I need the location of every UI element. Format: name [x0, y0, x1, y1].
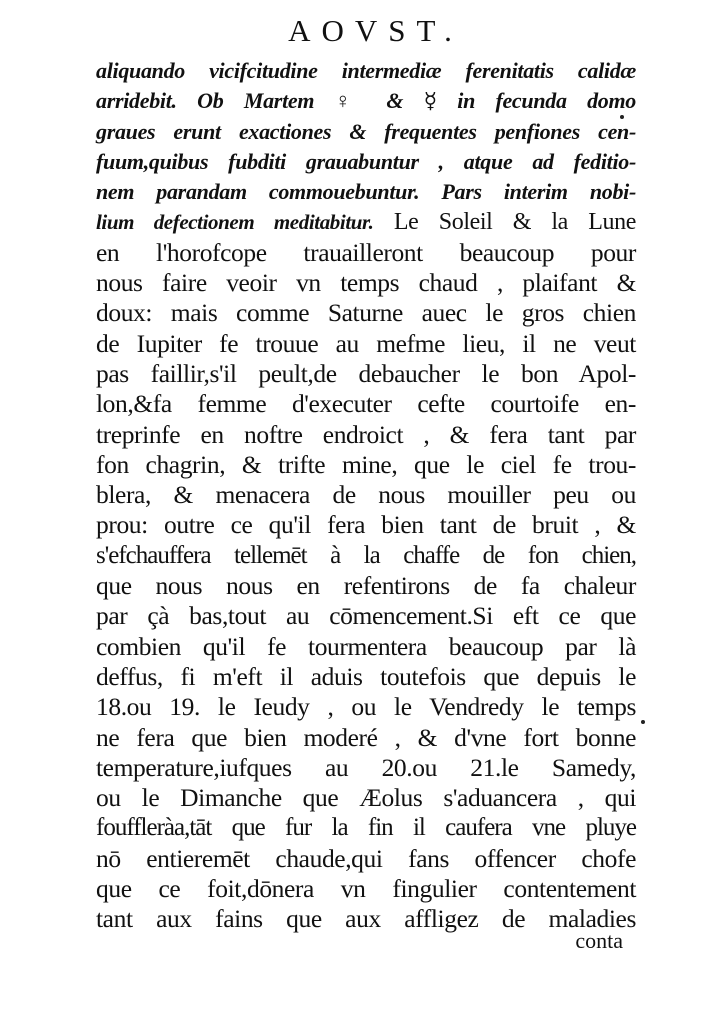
text-line-3: graues erunt exactiones & frequentes penfiones cen-: [96, 118, 636, 144]
text-line-25: ou le Dimanche que Æolus s'aduancera , qui: [96, 783, 636, 813]
text-line-22: 18.ou 19. le Ieudy , ou le Vendredy le temps: [96, 692, 636, 722]
text-line-10: de Iupiter fe trouue au mefme lieu, il ne veut: [96, 328, 636, 358]
text-line-1: aliquando vicifcitudine intermediæ ferenitatis calidæ: [96, 58, 636, 83]
text-line-6-french: Le Soleil & la Lune: [393, 209, 636, 236]
body-text: [96, 56, 636, 935]
text-line-14: fon chagrin, & trifte mine, que le ciel fe trou-: [96, 449, 636, 479]
text-line-8: nous faire veoir vn temps chaud , plaifant &: [96, 268, 636, 298]
text-line-5: nem parandam commouebuntur. Pars interim nobi-: [96, 179, 636, 205]
text-line-18: que nous nous en refentirons de fa chaleur: [96, 571, 636, 601]
text-line-6-latin: lium defectionem meditabitur.: [96, 210, 374, 235]
text-line-12: lon,&fa femme d'executer cefte courtoife en-: [96, 389, 636, 419]
text-line-15: blera, & menacera de nous mouiller peu ou: [96, 480, 636, 510]
text-line-29: tant aux fains que aux affligez de maladies: [96, 904, 636, 934]
text-line-20: combien qu'il fe tourmentera beaucoup par là: [96, 631, 636, 661]
text-line-26: fouffleràa,tāt que fur la fin il caufera vne pluye: [96, 814, 636, 842]
text-line-11: pas faillir,s'il peult,de debaucher le bon Apol-: [96, 358, 636, 388]
text-line-6: [96, 207, 636, 237]
text-line-17: s'efchauffera tellemēt à la chaffe de fon chien,: [96, 541, 636, 569]
ink-speck: [620, 115, 624, 119]
text-line-2: arridebit. Ob Martem ♀ & ☿ in fecunda domo: [96, 88, 636, 114]
text-line-13: treprinfe en noftre endroict , & fera tant par: [96, 419, 636, 449]
text-line-9: doux: mais comme Saturne auec le gros chien: [96, 298, 636, 328]
text-line-4: fuum,quibus fubditi grauabuntur , atque ad feditio-: [96, 148, 636, 174]
text-line-7: en l'horofcope trauailleront beaucoup pour: [96, 237, 636, 267]
text-line-23: ne fera que bien moderé , & d'vne fort bonne: [96, 722, 636, 752]
text-line-24: temperature,iufques au 20.ou 21.le Samedy,: [96, 752, 636, 782]
catchword: conta: [575, 928, 623, 953]
running-head: AOVST.: [288, 13, 463, 48]
text-line-19: par çà bas,tout au cōmencement.Si eft ce que: [96, 601, 636, 631]
text-line-28: que ce foit,dōnera vn fingulier contentement: [96, 874, 636, 904]
text-line-16: prou: outre ce qu'il fera bien tant de bruit , &: [96, 510, 636, 540]
text-line-27: nō entieremēt chaude,qui fans offencer chofe: [96, 843, 636, 873]
ink-speck: [641, 720, 645, 724]
text-line-21: deffus, fi m'eft il aduis toutefois que depuis le: [96, 661, 636, 691]
